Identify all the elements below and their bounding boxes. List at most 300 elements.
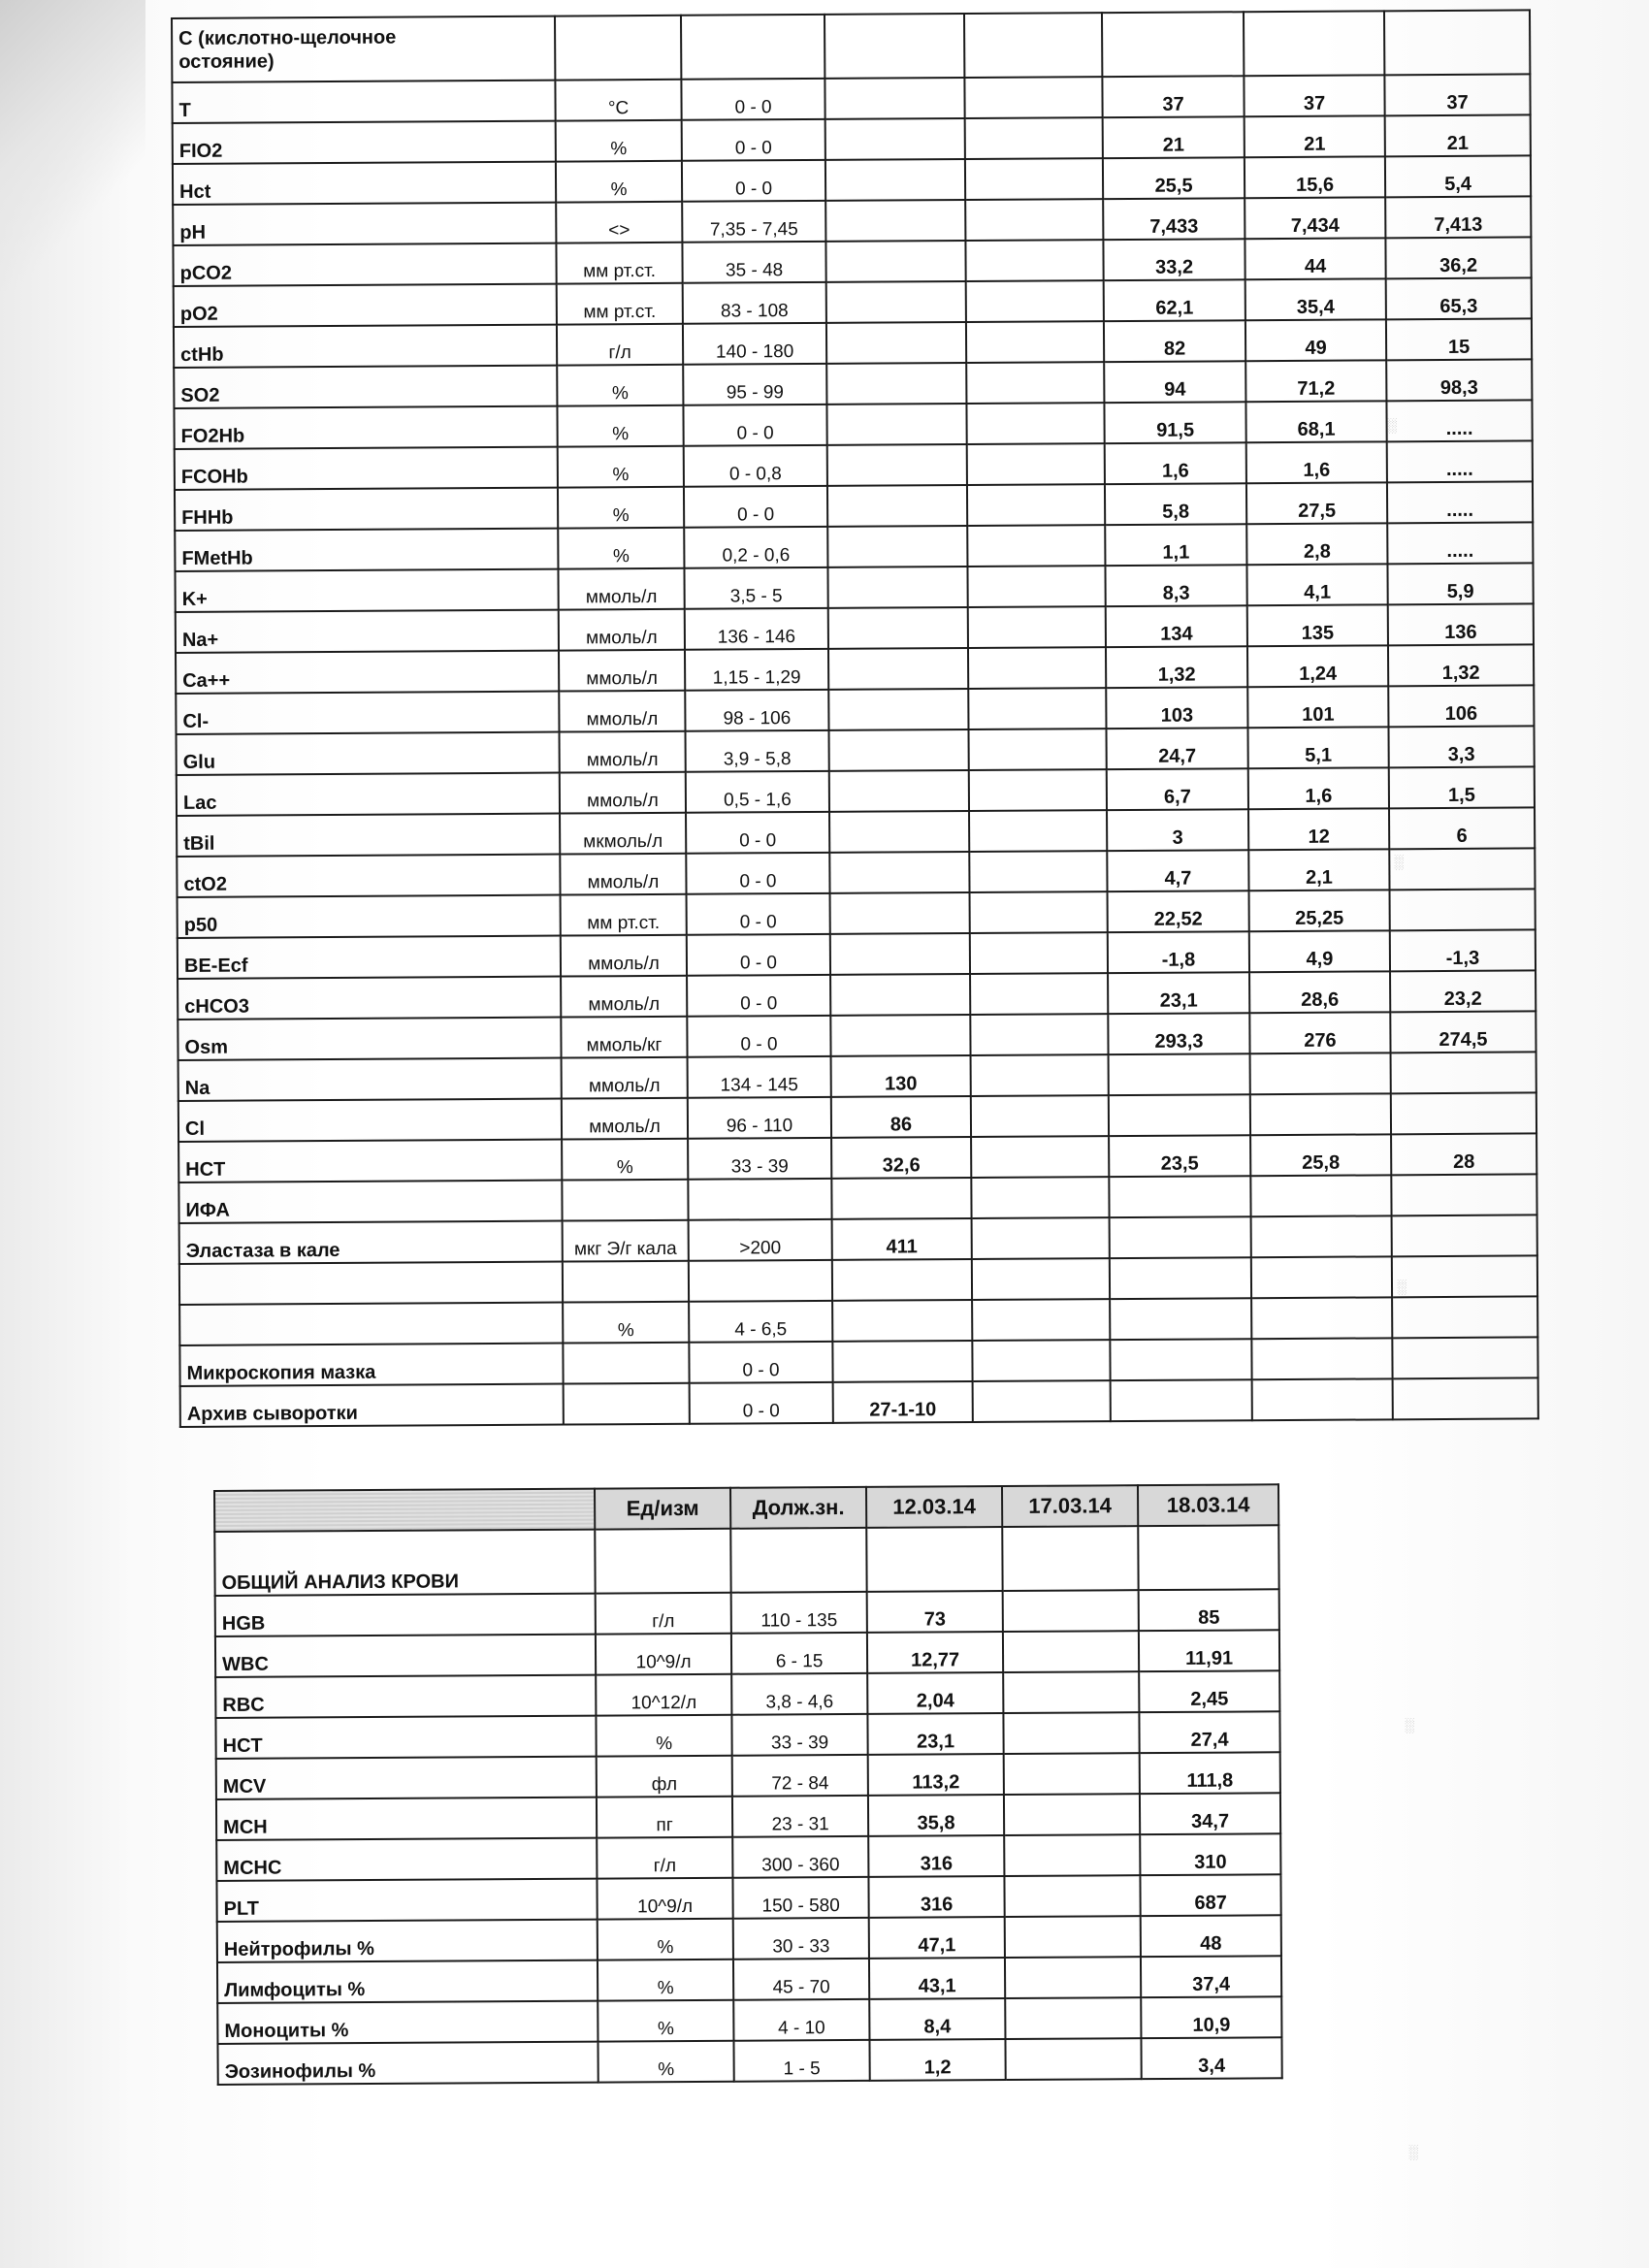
row-value-2 (971, 1136, 1109, 1178)
row-value-date-1: 8,4 (869, 1998, 1005, 2040)
row-reference-range: 0 - 0 (687, 893, 830, 935)
row-value-1 (828, 607, 968, 649)
row-value-date-2 (1003, 1590, 1139, 1632)
row-value-5: ..... (1387, 440, 1533, 482)
acid-base-table (171, 9, 1539, 1428)
row-value-1 (825, 200, 965, 242)
row-value-5 (1391, 1174, 1536, 1215)
row-name: T (172, 81, 555, 123)
row-value-1 (832, 1341, 972, 1382)
row-name: Cl (178, 1099, 562, 1142)
row-name: Hct (173, 162, 556, 205)
row-value-date-3: 3,4 (1141, 2037, 1281, 2079)
row-value-date-1: 2,04 (867, 1672, 1003, 1714)
row-value-date-2 (1004, 1875, 1140, 1917)
row-name: ctHb (174, 325, 557, 368)
row-name: Osm (178, 1018, 561, 1060)
row-name: ctO2 (177, 855, 560, 897)
row-name (179, 1262, 563, 1305)
row-value-4 (1251, 1256, 1392, 1298)
row-value-2 (972, 1217, 1110, 1259)
row-name: Эластаза в кале (179, 1221, 563, 1264)
row-value-2 (964, 77, 1102, 118)
row-reference-range: 33 - 39 (688, 1138, 831, 1180)
scan-speck: ░ (1408, 2144, 1418, 2159)
row-value-4: 2,8 (1246, 523, 1387, 565)
row-reference-range: 4 - 10 (733, 1999, 869, 2041)
row-value-3 (1111, 1379, 1252, 1421)
table-row (215, 1711, 1279, 1759)
row-name: SO2 (174, 366, 557, 408)
row-value-5: 37 (1384, 74, 1530, 115)
row-unit: 10^12/л (596, 1674, 731, 1716)
table-row (215, 1670, 1279, 1718)
row-unit: % (558, 528, 684, 569)
row-unit: % (563, 1302, 689, 1344)
row-unit: % (598, 1960, 733, 2001)
row-value-5: 5,9 (1387, 563, 1533, 604)
row-name: FIO2 (173, 121, 556, 164)
row-value-1 (828, 689, 968, 730)
row-value-3: 21 (1103, 116, 1245, 158)
row-value-date-2 (1005, 1957, 1141, 1998)
row-value-date-1: 47,1 (869, 1917, 1005, 1959)
row-reference-range (688, 1179, 831, 1220)
row-value-2 (966, 280, 1104, 322)
row-value-4: 28,6 (1249, 971, 1390, 1013)
row-value-4: 5,1 (1247, 727, 1388, 768)
row-value-5: 5,4 (1385, 155, 1531, 197)
row-value-3: 3 (1107, 809, 1248, 851)
row-reference-range: 3,9 - 5,8 (686, 730, 829, 772)
row-name: MCV (216, 1757, 597, 1799)
row-reference-range: 140 - 180 (683, 323, 826, 365)
row-value-5: ..... (1387, 481, 1533, 523)
table-row (216, 1752, 1280, 1799)
row-value-4: 68,1 (1245, 401, 1386, 442)
row-unit: °C (555, 80, 681, 121)
row-unit: ммоль/л (560, 731, 686, 773)
row-reference-range: >200 (689, 1219, 832, 1261)
scan-speck: ░ (1387, 417, 1397, 433)
row-value-4 (1250, 1175, 1391, 1216)
row-value-4: 71,2 (1245, 360, 1386, 402)
row-value-5: 65,3 (1386, 277, 1532, 319)
row-reference-range: 7,35 - 7,45 (682, 201, 825, 243)
row-value-5 (1391, 1052, 1536, 1093)
row-value-4: 15,6 (1245, 156, 1385, 198)
row-unit: 10^9/л (597, 1878, 732, 1920)
row-value-2 (967, 566, 1105, 607)
row-unit: ммоль/л (562, 1057, 688, 1099)
row-value-5: ..... (1386, 400, 1532, 441)
row-name: MCHC (216, 1838, 597, 1881)
row-reference-range: 0 - 0 (683, 405, 826, 446)
row-value-5 (1392, 1337, 1537, 1378)
row-name: RBC (215, 1675, 596, 1718)
row-unit: ммоль/л (558, 568, 684, 610)
row-value-date-2 (1004, 1794, 1140, 1835)
row-name: p50 (178, 895, 561, 938)
row-value-4 (1252, 1378, 1393, 1420)
row-name: Микроскопия мазка (179, 1344, 563, 1386)
row-reference-range: 4 - 6,5 (689, 1301, 832, 1343)
row-unit: 10^9/л (596, 1634, 731, 1675)
row-value-3 (1110, 1298, 1251, 1340)
row-reference-range: 0 - 0,8 (684, 445, 827, 487)
row-value-5: 1,32 (1388, 644, 1534, 686)
table-row (217, 1915, 1281, 1962)
row-value-date-2 (1003, 1712, 1139, 1754)
row-value-5: ..... (1387, 522, 1533, 564)
row-reference-range: 3,8 - 4,6 (731, 1673, 867, 1715)
row-value-3: 8,3 (1105, 565, 1246, 606)
row-value-4: 1,24 (1247, 645, 1388, 687)
row-unit: ммоль/л (559, 609, 685, 651)
header-date-3: 18.03.14 (1138, 1484, 1278, 1526)
row-unit: ммоль/л (561, 976, 687, 1018)
row-value-5 (1393, 1377, 1538, 1419)
row-name: Лимфоциты % (217, 1960, 598, 2003)
row-name: pH (173, 203, 556, 245)
row-value-date-3: 111,8 (1140, 1752, 1280, 1794)
row-name: Na (178, 1058, 562, 1101)
row-value-3 (1109, 1053, 1250, 1095)
row-value-1 (827, 526, 967, 567)
row-value-4: 35,4 (1245, 278, 1386, 320)
row-unit: ммоль/л (559, 691, 685, 732)
row-value-1 (825, 118, 965, 160)
row-name: Нейтрофилы % (217, 1920, 598, 1962)
row-unit (562, 1180, 688, 1221)
row-value-5 (1392, 1215, 1537, 1256)
row-value-4 (1250, 1053, 1391, 1094)
row-value-4: 1,6 (1246, 441, 1387, 483)
row-value-5: 98,3 (1386, 359, 1532, 401)
row-value-date-3: 27,4 (1139, 1711, 1279, 1753)
row-value-4: 21 (1245, 115, 1385, 157)
row-unit: % (557, 365, 683, 406)
row-value-date-1: 316 (868, 1835, 1004, 1877)
row-name: ИФА (178, 1181, 562, 1223)
row-value-2 (967, 443, 1105, 485)
row-value-4: 27,5 (1246, 482, 1387, 524)
row-value-date-2 (1004, 1834, 1140, 1876)
row-value-3: 94 (1104, 361, 1245, 403)
row-value-4: 4,1 (1246, 564, 1387, 605)
row-value-1 (829, 729, 969, 771)
row-value-3 (1110, 1216, 1251, 1258)
row-value-5: 28 (1391, 1133, 1536, 1175)
row-unit: г/л (597, 1837, 732, 1879)
row-value-1 (830, 1015, 970, 1056)
row-value-2 (970, 1014, 1108, 1055)
row-reference-range: 0 - 0 (687, 1016, 830, 1057)
row-unit: мм рт.ст. (556, 243, 682, 284)
row-unit: мм рт.ст. (557, 283, 683, 325)
row-name (179, 1303, 563, 1345)
row-reference-range: 0 - 0 (689, 1342, 832, 1383)
row-reference-range: 0,5 - 1,6 (686, 771, 829, 813)
row-value-2 (968, 729, 1106, 770)
row-value-date-3: 10,9 (1141, 1996, 1281, 2038)
row-value-1 (824, 78, 964, 119)
row-value-date-3: 48 (1141, 1915, 1281, 1957)
row-unit: % (598, 1919, 733, 1960)
row-value-4: 276 (1249, 1012, 1390, 1053)
row-value-4: 2,1 (1248, 849, 1389, 891)
row-reference-range: 0 - 0 (690, 1382, 833, 1424)
row-reference-range: 0 - 0 (687, 975, 830, 1017)
row-unit: ммоль/л (561, 935, 687, 977)
row-value-date-2 (1004, 1753, 1140, 1795)
table-row (216, 1793, 1280, 1840)
row-value-3: 82 (1104, 320, 1245, 362)
row-value-4: 7,434 (1245, 197, 1385, 239)
row-value-5 (1390, 889, 1536, 930)
row-value-4: 49 (1245, 319, 1386, 361)
scan-speck: ░ (1394, 854, 1404, 869)
row-value-1 (830, 892, 970, 934)
row-value-4: 37 (1244, 75, 1384, 116)
row-value-3: 24,7 (1106, 728, 1247, 769)
row-unit: мкг Э/г кала (563, 1220, 689, 1262)
row-value-date-3: 2,45 (1139, 1670, 1279, 1712)
row-unit: % (558, 446, 684, 488)
row-value-2 (971, 1095, 1109, 1137)
header-date-2: 17.03.14 (1002, 1485, 1138, 1527)
row-value-1 (828, 648, 968, 690)
row-value-5: 6 (1389, 807, 1535, 849)
row-name: Моноциты % (217, 2001, 598, 2044)
row-value-2 (972, 1299, 1110, 1341)
row-value-5: 23,2 (1390, 970, 1536, 1012)
table-row (215, 1589, 1279, 1636)
row-value-1 (832, 1259, 972, 1301)
row-value-2 (965, 117, 1103, 159)
row-name: Na+ (176, 610, 559, 653)
row-value-3 (1109, 1094, 1250, 1136)
section-title: С (кислотно-щелочное остояние) (172, 16, 555, 82)
row-value-1 (827, 485, 967, 527)
row-reference-range: 0 - 0 (682, 119, 825, 161)
row-value-date-1: 12,77 (867, 1632, 1003, 1673)
header-blank (214, 1489, 595, 1532)
scan-speck: ░ (1397, 1279, 1406, 1294)
row-value-2 (967, 525, 1105, 567)
row-value-4 (1251, 1215, 1392, 1257)
row-value-1: 86 (831, 1096, 971, 1138)
row-value-4: 25,8 (1250, 1134, 1391, 1176)
row-value-1 (825, 159, 965, 201)
row-value-2 (965, 240, 1103, 281)
row-unit: ммоль/л (562, 1098, 688, 1140)
row-unit: <> (556, 202, 682, 243)
row-value-2 (966, 362, 1104, 404)
section-title: ОБЩИЙ АНАЛИЗ КРОВИ (214, 1530, 595, 1596)
row-unit: % (556, 161, 682, 203)
row-value-3: 6,7 (1107, 768, 1248, 810)
row-unit: % (598, 2000, 733, 2042)
row-value-date-1: 23,1 (867, 1713, 1003, 1755)
row-value-3: 33,2 (1103, 239, 1245, 280)
row-reference-range: 1,15 - 1,29 (685, 649, 828, 691)
row-value-3: 23,5 (1109, 1135, 1250, 1177)
row-reference-range: 33 - 39 (731, 1714, 867, 1756)
row-reference-range: 23 - 31 (732, 1796, 868, 1837)
row-value-3: 103 (1106, 687, 1247, 729)
row-value-1 (832, 1300, 972, 1342)
row-name: FMetHb (175, 529, 558, 571)
row-value-3: 4,7 (1107, 850, 1248, 891)
row-value-3 (1109, 1176, 1250, 1217)
row-value-5: 3,3 (1388, 726, 1534, 767)
row-unit: мм рт.ст. (561, 894, 687, 936)
row-value-5: -1,3 (1390, 929, 1536, 971)
row-name: pCO2 (173, 243, 556, 286)
row-unit (564, 1383, 690, 1425)
row-value-1 (825, 241, 965, 282)
row-unit (563, 1261, 689, 1303)
row-value-date-2 (1005, 2038, 1141, 2080)
row-value-5: 274,5 (1390, 1011, 1536, 1053)
row-value-2 (967, 484, 1105, 526)
row-value-1 (829, 770, 969, 812)
row-value-1 (830, 933, 970, 975)
row-value-2 (968, 647, 1106, 689)
table-row (215, 1630, 1279, 1677)
row-value-date-2 (1003, 1631, 1139, 1672)
row-value-3 (1110, 1339, 1251, 1380)
date-header-row (214, 1484, 1278, 1532)
row-value-date-3: 310 (1140, 1833, 1280, 1875)
header-unit: Ед/изм (595, 1488, 730, 1530)
row-value-2 (969, 810, 1107, 852)
row-value-3: 25,5 (1103, 157, 1245, 199)
table-row (216, 1833, 1280, 1881)
row-name: FO2Hb (174, 406, 557, 449)
row-unit (563, 1343, 689, 1384)
row-unit: ммоль/л (560, 772, 686, 814)
row-value-4 (1251, 1297, 1392, 1339)
row-value-date-2 (1003, 1671, 1139, 1713)
row-value-5: 136 (1388, 603, 1534, 645)
section-title-row (172, 10, 1530, 82)
row-reference-range: 83 - 108 (683, 282, 826, 324)
row-reference-range: 0,2 - 0,6 (684, 527, 827, 568)
row-value-3 (1110, 1257, 1251, 1299)
row-value-date-2 (1005, 1916, 1141, 1958)
row-reference-range: 0 - 0 (686, 853, 829, 894)
row-value-5: 1,5 (1389, 766, 1535, 808)
row-name: K+ (175, 569, 558, 612)
row-reference-range: 96 - 110 (688, 1097, 831, 1139)
row-value-3: 1,1 (1105, 524, 1246, 566)
table-row (180, 1377, 1538, 1427)
row-name: BE-Ecf (178, 936, 561, 979)
row-reference-range: 0 - 0 (687, 934, 830, 976)
row-reference-range: 72 - 84 (732, 1755, 868, 1797)
row-value-3: 22,52 (1108, 891, 1249, 932)
row-reference-range: 0 - 0 (681, 79, 824, 120)
row-value-2 (968, 688, 1106, 729)
row-unit: мкмоль/л (560, 813, 686, 855)
row-value-4 (1250, 1093, 1391, 1135)
scan-speck: ░ (1405, 1717, 1414, 1733)
row-unit: ммоль/л (559, 650, 685, 692)
row-value-date-3: 11,91 (1139, 1630, 1279, 1671)
row-value-date-2 (1005, 1997, 1141, 2039)
row-value-1 (829, 852, 969, 893)
row-value-2 (965, 158, 1103, 200)
row-value-2 (969, 851, 1107, 892)
row-reference-range: 98 - 106 (685, 690, 828, 731)
row-value-4: 135 (1247, 604, 1388, 646)
row-unit: фл (597, 1756, 732, 1798)
row-value-3: 293,3 (1108, 1013, 1249, 1054)
row-value-1 (831, 1178, 971, 1219)
row-value-1: 130 (831, 1055, 971, 1097)
row-value-2 (969, 769, 1107, 811)
row-name: HGB (215, 1594, 596, 1636)
row-name: FCOHb (175, 447, 558, 490)
row-value-2 (971, 1054, 1109, 1096)
row-reference-range: 35 - 48 (682, 242, 825, 283)
row-unit: г/л (557, 324, 683, 366)
row-unit: ммоль/л (560, 854, 686, 895)
row-value-3: -1,8 (1108, 931, 1249, 973)
row-reference-range: 0 - 0 (682, 160, 825, 202)
row-name: tBil (177, 814, 560, 857)
row-value-4: 12 (1248, 808, 1389, 850)
row-name: pO2 (174, 284, 557, 327)
header-ref: Долж.зн. (730, 1487, 866, 1529)
table-row (216, 1874, 1280, 1922)
row-name: Ca++ (176, 651, 559, 694)
row-value-2 (970, 932, 1108, 974)
row-name: Cl- (176, 692, 559, 734)
row-value-date-1: 113,2 (868, 1754, 1004, 1796)
row-name: Архив сыворотки (180, 1384, 564, 1427)
row-unit: г/л (596, 1593, 731, 1635)
row-name: Glu (177, 732, 560, 775)
row-value-5: 7,413 (1385, 196, 1531, 238)
row-value-1: 32,6 (831, 1137, 971, 1179)
row-value-date-1: 1,2 (869, 2039, 1005, 2081)
row-value-1 (827, 567, 967, 608)
row-value-1 (830, 974, 970, 1016)
row-unit: % (557, 405, 683, 447)
row-value-4: 44 (1245, 238, 1385, 279)
row-value-2 (968, 606, 1106, 648)
row-value-2 (970, 973, 1108, 1015)
row-value-5: 36,2 (1385, 237, 1531, 278)
row-reference-range: 136 - 146 (685, 608, 828, 650)
row-value-5 (1392, 1296, 1537, 1338)
row-value-5: 21 (1385, 114, 1531, 156)
row-name: cHCO3 (178, 977, 561, 1020)
row-name: Эозинофилы % (217, 2042, 598, 2085)
row-value-1 (829, 811, 969, 853)
row-value-2 (970, 891, 1108, 933)
row-value-2 (966, 403, 1104, 444)
table-row (217, 1956, 1281, 2003)
row-value-2 (966, 321, 1104, 363)
row-name: HCT (178, 1140, 562, 1183)
row-name: HCT (215, 1716, 596, 1759)
row-name: FHHb (175, 488, 558, 531)
row-value-3: 37 (1102, 76, 1244, 117)
